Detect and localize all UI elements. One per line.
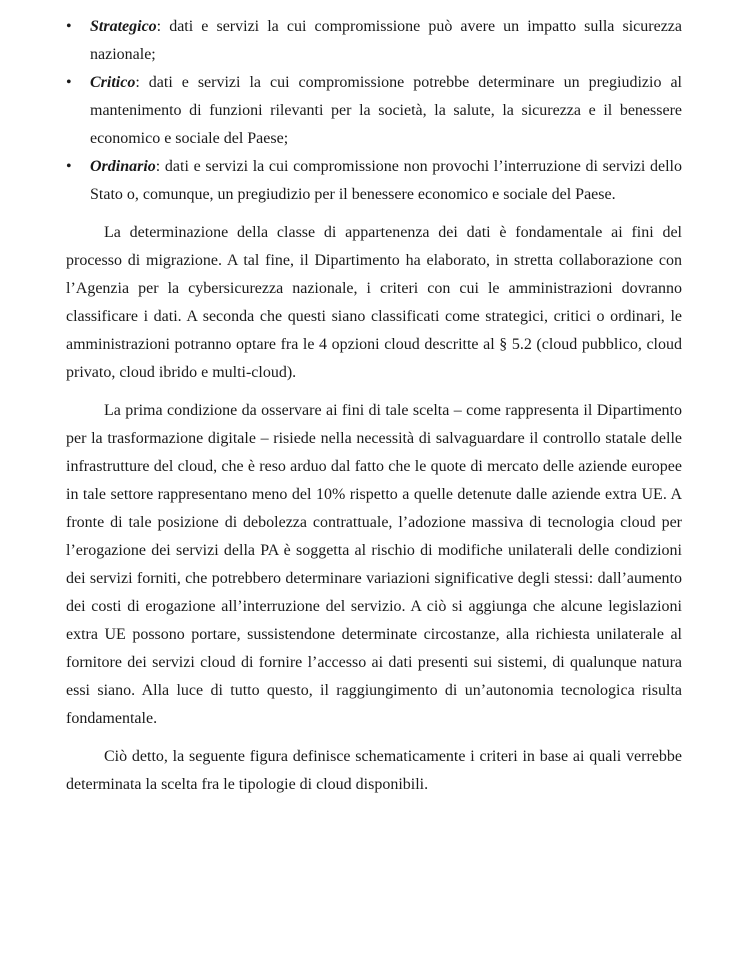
- term-definition: : dati e servizi la cui compromissione potrebbe determinare un pregiudizio al mantenimento di funzioni rilevanti per la società, la salute, la sicurezza e il benessere economico e sociale del Paese;: [90, 74, 682, 147]
- list-item: [66, 153, 682, 209]
- term-definition: : dati e servizi la cui compromissione può avere un impatto sulla sicurezza nazionale;: [90, 18, 682, 63]
- term-strategico: Strategico: [90, 18, 157, 35]
- term-critico: Critico: [90, 74, 136, 91]
- list-item: [66, 69, 682, 153]
- list-item: [66, 13, 682, 69]
- term-ordinario: Ordinario: [90, 158, 156, 175]
- bullet-icon: •: [66, 74, 72, 91]
- bullet-icon: •: [66, 18, 72, 35]
- paragraph-state-control: La prima condizione da osservare ai fini di tale scelta – come rappresenta il Dipartimento per la trasformazione digitale – risiede nella necessità di salvaguardare il controllo statale delle infrastrutture del cloud, che è reso arduo dal fatto che le quote di mercato delle aziende europee in tale settore rappresentano meno del 10% rispetto a quelle detenute dalle aziende extra UE. A fronte di tale posizione di debolezza contrattuale, l’adozione massiva di tecnologia cloud per l’erogazione dei servizi della PA è soggetta al rischio di modifiche unilaterali delle condizioni dei servizi forniti, che potrebbero determinare variazioni significative degli stessi: dall’aumento dei costi di erogazione all’interruzione del servizio. A ciò si aggiunga che alcune legislazioni extra UE possono portare, sussistendone determinate circostanze, alla richiesta unilaterale al fornitore dei servizi cloud di fornire l’accesso ai dati presenti sui sistemi, di qualunque natura essi siano. Alla luce di tutto questo, il raggiungimento di un’autonomia tecnologica risulta fondamentale.: [66, 402, 682, 727]
- term-definition: : dati e servizi la cui compromissione non provochi l’interruzione di servizi dello Stato o, comunque, un pregiudizio per il benessere economico e sociale del Paese.: [90, 158, 682, 203]
- bullet-icon: •: [66, 158, 72, 175]
- paragraph-figure-intro: Ciò detto, la seguente figura definisce schematicamente i criteri in base ai quali verrebbe determinata la scelta fra le tipologie di cloud disponibili.: [66, 748, 682, 793]
- classification-list: [66, 13, 682, 209]
- paragraph-data-classification: La determinazione della classe di appartenenza dei dati è fondamentale ai fini del processo di migrazione. A tal fine, il Dipartimento ha elaborato, in stretta collaborazione con l’Agenzia per la cybersicurezza nazionale, i criteri con cui le amministrazioni dovranno classificare i dati. A seconda che questi siano classificati come strategici, critici o ordinari, le amministrazioni potranno optare fra le 4 opzioni cloud descritte al § 5.2 (cloud pubblico, cloud privato, cloud ibrido e multi-cloud).: [66, 224, 682, 381]
